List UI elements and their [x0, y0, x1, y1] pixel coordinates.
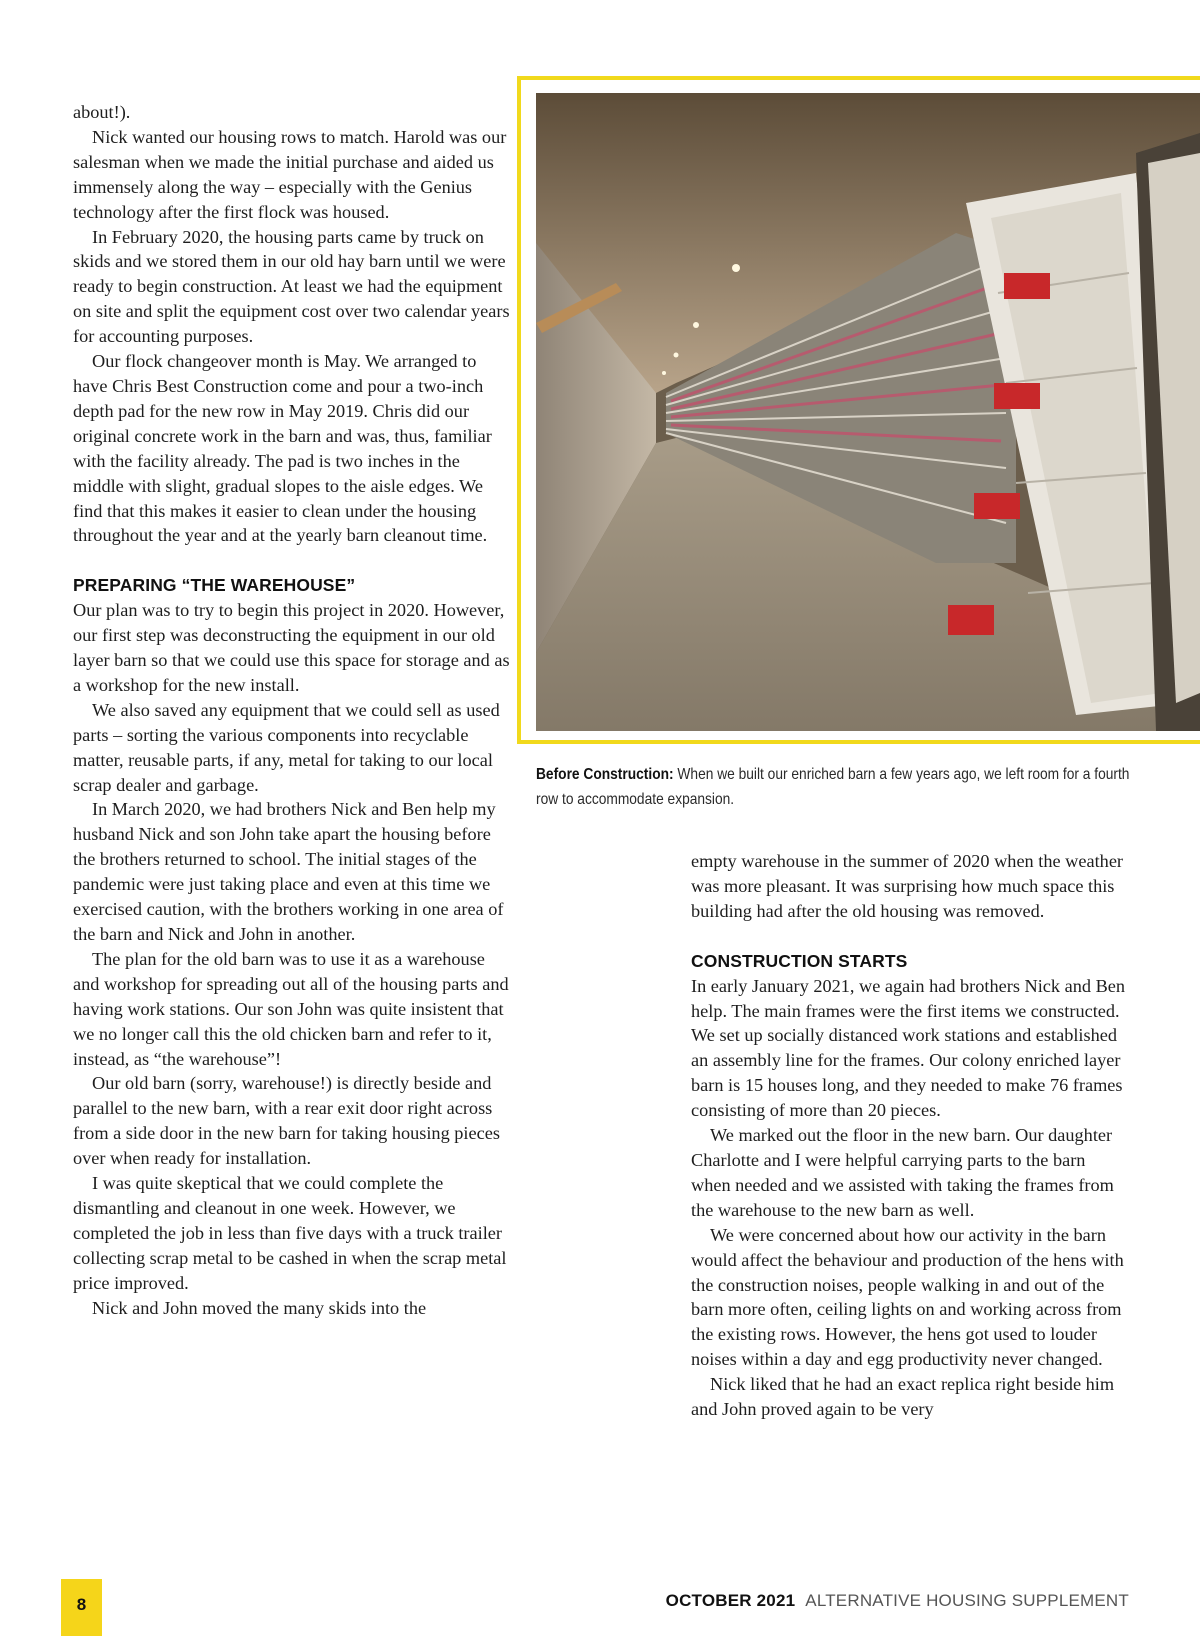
paragraph: Nick and John moved the many skids into the — [92, 1297, 427, 1318]
paragraph: Nick liked that he had an exact replica right beside him and John proved again to be very — [691, 1374, 1115, 1420]
paragraph: We also saved any equipment that we could sell as used parts – sorting the various components into recyclable matter, reusable parts, if any, metal for taking to our local scrap dealer and garbage. — [73, 699, 500, 795]
page-number: 8 — [61, 1579, 102, 1636]
photo-caption — [536, 762, 1138, 812]
section-heading-construction: CONSTRUCTION STARTS — [691, 950, 908, 971]
paragraph: empty warehouse in the summer of 2020 when the weather was more pleasant. It was surprising how much space this building had after the old housing was removed. — [691, 851, 1124, 921]
paragraph: In early January 2021, we again had brothers Nick and Ben help. The main frames were the first items we constructed. We set up socially distanced work stations and established an assembly line for the frames. Our colony enriched layer barn is 15 houses long, and they needed to make 76 frames consisting of more than 20 pieces. — [691, 975, 1126, 1121]
paragraph: In February 2020, the housing parts came by truck on skids and we stored them in our old hay barn until we were ready to begin construction. At least we had the equipment on site and split the equipment cost over two calendar years for accounting purposes. — [73, 226, 510, 347]
paragraph: We marked out the floor in the new barn. Our daughter Charlotte and I were helpful carrying parts to the barn when needed and we assisted with taking the frames from the warehouse to the new barn as well. — [691, 1125, 1114, 1220]
page-footer — [666, 1591, 1129, 1611]
caption-lead: Before Construction: — [536, 766, 674, 783]
paragraph: The plan for the old barn was to use it as a warehouse and workshop for spreading out all of the housing parts and having work stations. Our son John was quite insistent that we no longer call this the old chicken barn and refer to it, instead, as “the warehouse”! — [73, 948, 509, 1069]
left-article-column — [73, 100, 511, 1321]
paragraph: about!). — [73, 102, 131, 122]
section-heading-warehouse: PREPARING “THE WAREHOUSE” — [73, 575, 356, 596]
caption-text: When we built our enriched barn a few years ago, we left room for a fourth row to accommodate expansion. — [536, 766, 1130, 808]
paragraph: We were concerned about how our activity in the barn would affect the behaviour and production of the hens with the construction noises, people walking in and out of the barn more often, ceiling lights on and working across from the existing rows. However, the hens got used to louder noises within a day and egg productivity never changed. — [691, 1224, 1124, 1370]
footer-publication: ALTERNATIVE HOUSING SUPPLEMENT — [805, 1591, 1129, 1610]
paragraph: Our old barn (sorry, warehouse!) is directly beside and parallel to the new barn, with a rear exit door right across from a side door in the new barn for taking housing pieces over when ready for installation. — [73, 1073, 500, 1169]
paragraph: Our flock changeover month is May. We arranged to have Chris Best Construction come and pour a two-inch depth pad for the new row in May 2019. Chris did our original concrete work in the barn and was, thus, familiar with the facility already. The pad is two inches in the middle with slight, gradual slopes to the aisle edges. We find that this makes it easier to clean under the housing throughout the year and at the yearly barn cleanout time. — [73, 351, 492, 546]
right-article-column — [691, 849, 1128, 1422]
footer-date: OCTOBER 2021 — [665, 1591, 796, 1610]
paragraph: Our plan was to try to begin this project in 2020. However, our first step was deconstructing the equipment in our old layer barn so that we could use this space for storage and as a workshop for the new install. — [73, 600, 510, 695]
paragraph: In March 2020, we had brothers Nick and Ben help my husband Nick and son John take apart the housing before the brothers returned to school. The initial stages of the pandemic were just taking place and even at this time we exercised caution, with the brothers working in one area of the barn and Nick and John in another. — [73, 799, 504, 944]
barn-photo — [536, 93, 1200, 731]
paragraph: Nick wanted our housing rows to match. Harold was our salesman when we made the initial purchase and aided us immensely along the way – especially with the Genius technology after the first flock was housed. — [73, 126, 507, 222]
paragraph: I was quite skeptical that we could complete the dismantling and cleanout in one week. However, we completed the job in less than five days with a truck trailer collecting scrap metal to be cashed in when the scrap metal price improved. — [73, 1173, 507, 1293]
